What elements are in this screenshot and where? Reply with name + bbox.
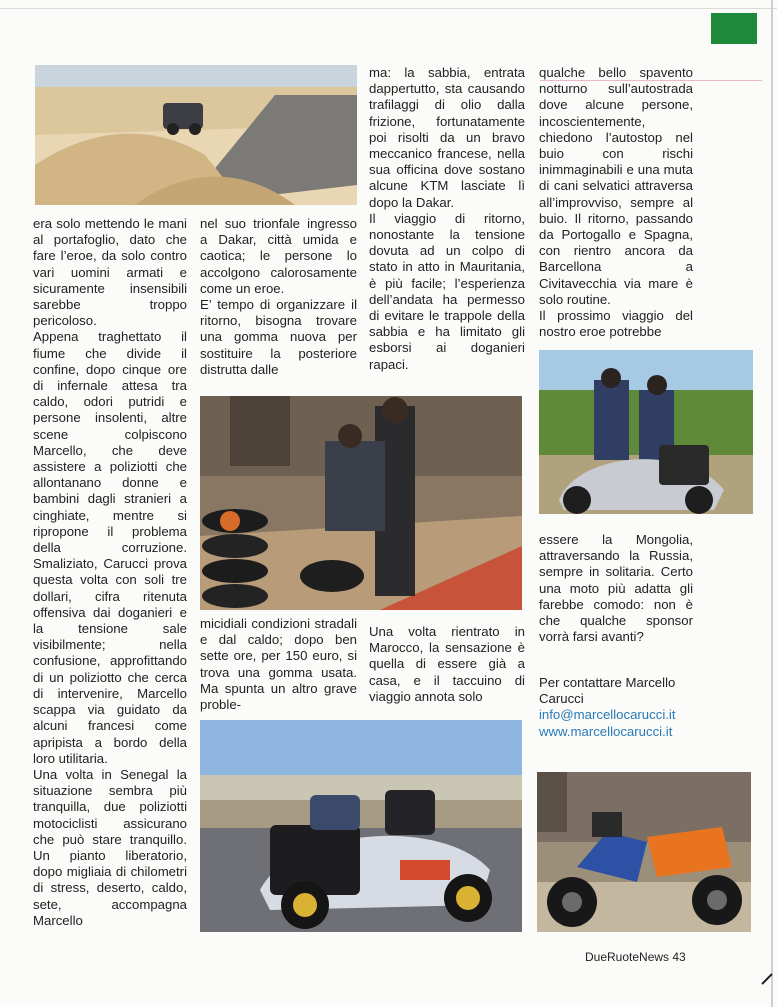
contact-block: [539, 675, 697, 740]
text-column-3-top: [369, 65, 525, 373]
paragraph: micidiali condizioni stradali e dal caldo; dopo ben sette ore, per 150 euro, si trova una gomma usata. Ma spunta un altro grave proble-: [200, 616, 357, 713]
top-rule: [0, 8, 777, 9]
paragraph: ma: la sabbia, entrata dappertutto, sta causando trafilaggi di olio dalla frizione, fortunatamente poi risolti da un bravo meccanico francese, nella sua officina dove sostano alcune KTM lasciate lì dopo la Dakar.: [369, 65, 525, 210]
photo-desert-road: [35, 65, 357, 205]
paragraph: era solo mettendo le mani al portafoglio, dato che fare l’eroe, da solo contro vari uomini armati e sicuramente insensibili sarebbe troppo pericoloso.: [33, 216, 187, 329]
photo-police-motorbike: [539, 350, 753, 514]
photo-ktm-motorbike: [537, 772, 751, 932]
corner-mark-icon: [760, 972, 774, 986]
contact-intro: Per contattare Marcello Carucci: [539, 675, 676, 707]
contact-website-link[interactable]: www.marcellocarucci.it: [539, 723, 673, 739]
paragraph: nel suo trionfale ingresso a Dakar, città umida e caotica; le persone lo accolgono calorosamente come un eroe.: [200, 216, 357, 296]
paragraph: Appena traghettato il fiume che divide il confine, dopo cinque ore di infernale attesa tra caldo, odori putridi e persone insolenti, altre scene colpiscono Marcello, che deve assistere a poliziotti che allontanano donne e bambini dagli stranieri a cinghiate, mentre si ripropone il problema della corruzione. Smaliziato, Carucci prova questa volta con soli tre dollari, cifra ritenuta offensiva dai doganieri e la tensione sale visibilmente; nella confusione, approfittando di un poliziotto che cerca di intervenire, Marcello scappa via guidato da alcuni francesi come apripista a bordo della loro utilitaria.: [33, 329, 187, 766]
text-column-3-bottom: [369, 624, 525, 705]
contact-email-link[interactable]: info@marcellocarucci.it: [539, 707, 676, 723]
paragraph: Il prossimo viaggio del nostro eroe potrebbe: [539, 308, 693, 340]
paragraph: E’ tempo di organizzare il ritorno, bisogna trovare una gomma nuova per sostituire la posteriore distrutta dalle: [200, 297, 357, 377]
paragraph: Una volta in Senegal la situazione sembra più tranquilla, due poliziotti motociclisti assicurano che può stare tranquillo. Un pianto liberatorio, dopo migliaia di chilometri di stress, deserto, caldo, sete, accompagna Marcello: [33, 766, 187, 928]
text-column-2-top: [200, 216, 357, 378]
photo-tyre-workshop: [200, 396, 522, 610]
text-column-4-middle: [539, 532, 693, 645]
green-tab-marker: [711, 13, 757, 44]
text-column-4-top: [539, 65, 693, 340]
page-edge: [771, 0, 773, 1007]
paragraph: Il viaggio di ritorno, nonostante la tensione dovuta ad un colpo di stato in atto in Mauritania, è più facile; l’esperienza dell’andata ha permesso di evitare le trappole della sabbia e ha limitato gli esborsi ai doganieri rapaci.: [369, 210, 525, 372]
text-column-2-bottom: [200, 616, 357, 713]
photo-motorbike-pasture: [200, 720, 522, 932]
text-column-1: [33, 216, 187, 929]
paragraph: Una volta rientrato in Marocco, la sensazione è quella di essere già a casa, e il taccuino di viaggio annota solo: [369, 624, 525, 704]
paragraph: qualche bello spavento notturno sull’autostrada dove alcune persone, incoscientemente, chiedono l’autostop nel buio con rischi inimmaginabili e una muta di cani selvatici attraversa all’improvviso, sempre al buio. Il ritorno, passando da Portogallo e Spagna, con rientro ancora da Barcellona a Civitavecchia via mare è solo routine.: [539, 65, 693, 307]
page-footer: DueRuoteNews 43: [585, 950, 686, 964]
paragraph: essere la Mongolia, attraversando la Russia, sempre in solitaria. Certo una moto più adatta gli farebbe comodo: non è che qualche sponsor vorrà farsi avanti?: [539, 532, 693, 645]
